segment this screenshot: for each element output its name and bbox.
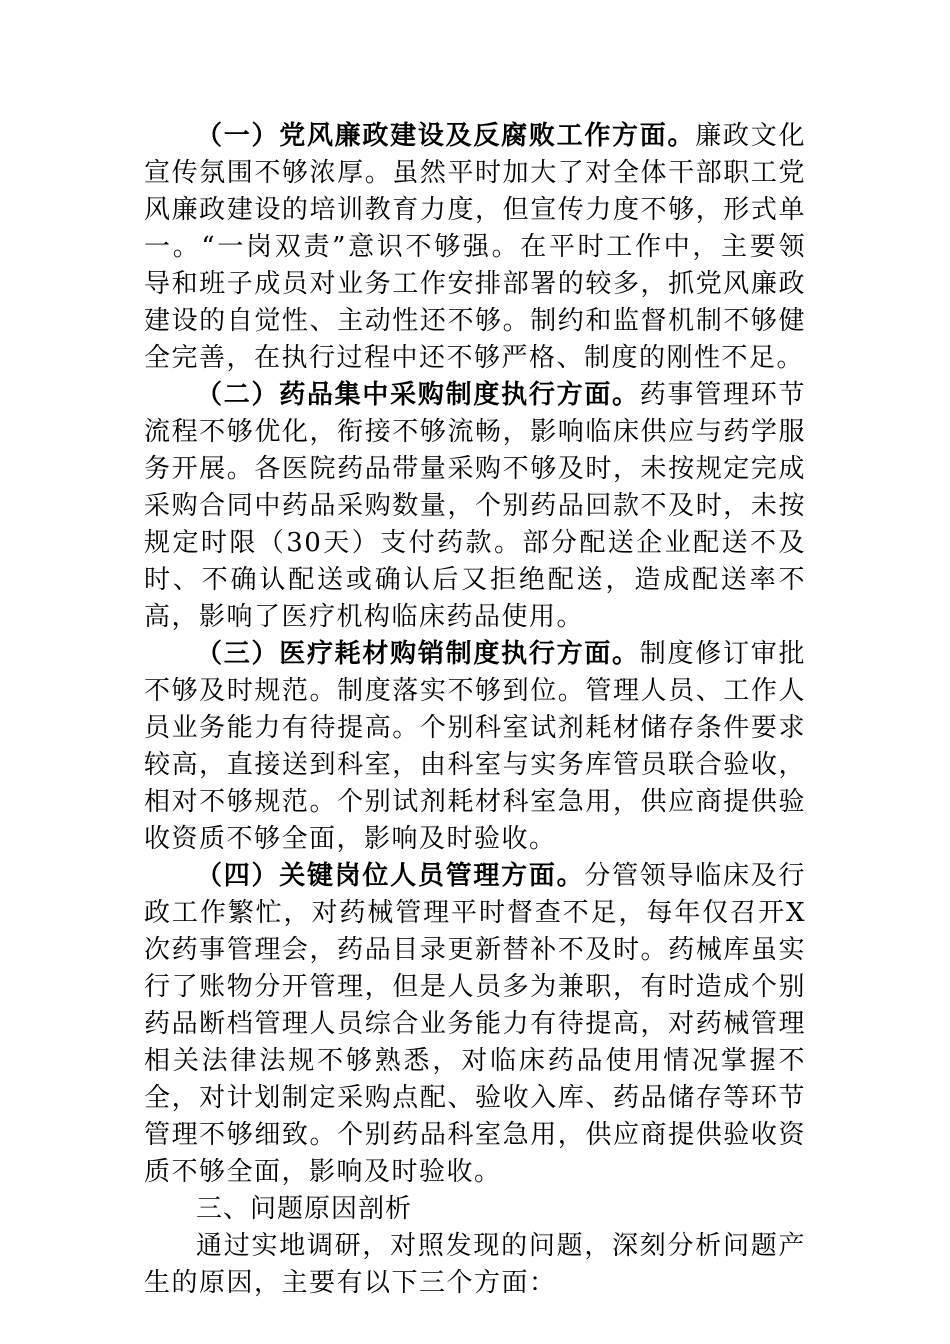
section-lead: （三）医疗耗材购销制度执行方面。 [196, 639, 640, 669]
section-drug-procurement [144, 377, 806, 636]
section-body: 廉政文化宣传氛围不够浓厚。虽然平时加大了对全体干部职工党风廉政建设的培训教育力度，但宣传力度不够，形式单一。“一岗双责”意识不够强。在平时工作中，主要领导和班子成员对业务工作安排部署的较多，抓党风廉政建设的自觉性、主动性还不够。制约和监督机制不够健全完善，在执行过程中还不够严格、制度的刚性不足。 [144, 121, 806, 373]
section-lead: （二）药品集中采购制度执行方面。 [196, 380, 640, 410]
section-heading: 三、问题原因剖析 [196, 1194, 413, 1224]
intro-paragraph: 通过实地调研，对照发现的问题，深刻分析问题产生的原因，主要有以下三个方面： [144, 1231, 806, 1298]
section-party-integrity [144, 118, 806, 377]
section-key-positions [144, 858, 806, 1191]
section-body: 制度修订审批不够及时规范。制度落实不够到位。管理人员、工作人员业务能力有待提高。个别科室试剂耗材储存条件要求较高，直接送到科室，由科室与实务库管员联合验收，相对不够规范。个别试剂耗材科室急用，供应商提供验收资质不够全面，影响及时验收。 [144, 639, 806, 854]
section-medical-consumables [144, 636, 806, 858]
section-body: 分管领导临床及行政工作繁忙，对药械管理平时督查不足，每年仅召开X次药事管理会，药品目录更新替补不及时。药械库虽实行了账物分开管理，但是人员多为兼职，有时造成个别药品断档管理人员综合业务能力有待提高，对药械管理相关法律法规不够熟悉，对临床药品使用情况掌握不全，对计划制定采购点配、验收入库、药品储存等环节管理不够细致。个别药品科室急用，供应商提供验收资质不够全面，影响及时验收。 [144, 861, 806, 1187]
section-lead: （一）党风廉政建设及反腐败工作方面。 [196, 121, 696, 151]
document-page [144, 118, 806, 1302]
section-lead: （四）关键岗位人员管理方面。 [196, 861, 585, 891]
section-body: 药事管理环节流程不够优化，衔接不够流畅，影响临床供应与药学服务开展。各医院药品带量采购不够及时，未按规定完成采购合同中药品采购数量，个别药品回款不及时，未按规定时限（30天）支付药款。部分配送企业配送不及时、不确认配送或确认后又拒绝配送，造成配送率不高，影响了医疗机构临床药品使用。 [144, 380, 806, 632]
